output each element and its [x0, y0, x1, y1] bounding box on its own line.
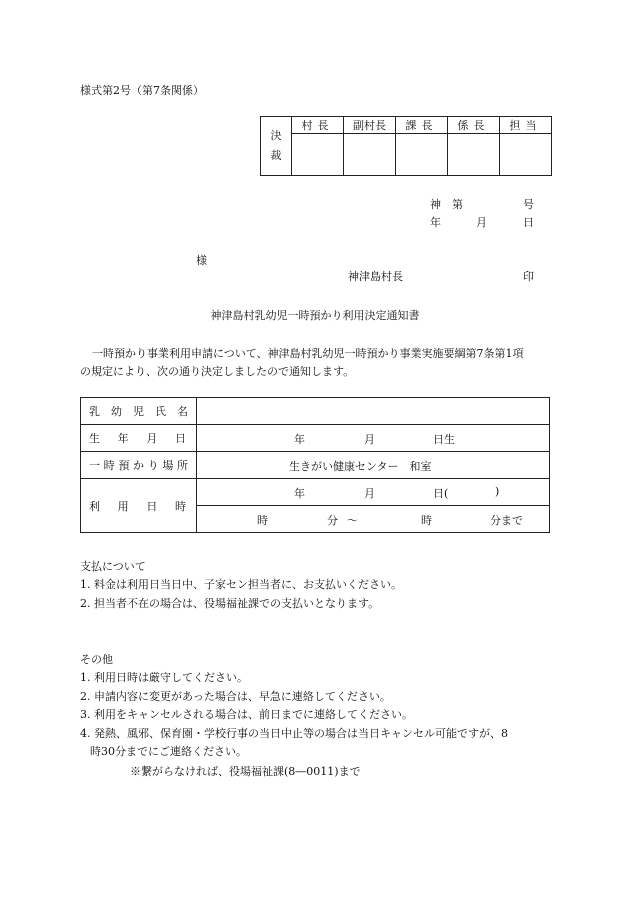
place-value: 生きがい健康センター 和室 [289, 460, 432, 473]
other-item-3: 3. 利用をキャンセルされる場合は、前日までに連絡してください。 [80, 708, 413, 721]
sender-name: 神津島村長 [348, 270, 403, 283]
other-item-4: 4. 発熱、風邪、保育園・学校行事の当日中止等の場合は当日キャンセル可能ですが、8 [80, 727, 508, 740]
contact-note: ※繋がらなければ、役場福祉課(8―0011)まで [130, 765, 361, 778]
doc-number-prefix: 神 [430, 198, 441, 211]
use-date-field[interactable] [197, 479, 550, 506]
recipient-sama: 様 [196, 254, 207, 267]
approval-header-staff: 担当 [500, 117, 552, 134]
approval-side-top: 決 [270, 129, 282, 142]
birth-date-label: 生年月日 [81, 425, 197, 452]
approval-header-mayor: 村長 [292, 117, 344, 134]
birth-month-unit: 月 [364, 433, 375, 446]
use-day-unit: 日( [433, 487, 449, 500]
details-table [80, 397, 550, 533]
place-field [197, 452, 550, 479]
other-item-4-continuation: 時30分までにご連絡ください。 [90, 745, 247, 758]
approval-side-label [261, 117, 292, 176]
time-end-hour-unit: 時 [421, 514, 432, 527]
other-item-2: 2. 申請内容に変更があった場合は、早急に連絡してください。 [80, 690, 391, 703]
time-start-minute-unit: 分 [327, 514, 338, 527]
time-end-until: 分まで [490, 514, 523, 527]
doc-number-go: 号 [523, 198, 534, 211]
approval-table [260, 116, 552, 176]
birth-day-suffix: 日生 [433, 433, 455, 446]
birth-year-unit: 年 [294, 433, 305, 446]
other-heading: その他 [80, 653, 113, 666]
approval-stamp-cell[interactable] [448, 134, 500, 176]
birth-date-field[interactable] [197, 425, 550, 452]
doc-date-year: 年 [430, 216, 441, 229]
approval-stamp-cell[interactable] [396, 134, 448, 176]
payment-item-2: 2. 担当者不在の場合は、役場福祉課での支払いとなります。 [80, 597, 380, 610]
doc-number-dai: 第 [452, 198, 463, 211]
payment-heading: 支払について [80, 560, 146, 573]
time-start-hour-unit: 時 [257, 514, 268, 527]
seal-mark: 印 [523, 270, 534, 283]
intro-line-2: の規定により、次の通り決定しましたので通知します。 [80, 365, 355, 378]
other-item-1: 1. 利用日時は厳守してください。 [80, 671, 248, 684]
doc-date-month: 月 [476, 216, 487, 229]
use-datetime-label: 利用日時 [81, 479, 197, 533]
approval-header-section-chief: 課長 [396, 117, 448, 134]
approval-stamp-cell[interactable] [292, 134, 344, 176]
use-day-close: ) [495, 485, 500, 498]
doc-date-day: 日 [523, 216, 534, 229]
approval-stamp-cell[interactable] [500, 134, 552, 176]
place-label: 一時預かり場所 [81, 452, 197, 479]
approval-header-deputy: 副村長 [344, 117, 396, 134]
use-month-unit: 月 [364, 487, 375, 500]
child-name-label: 乳幼児氏名 [81, 398, 197, 425]
use-time-field[interactable] [197, 506, 550, 533]
document-title: 神津島村乳幼児一時預かり利用決定通知書 [210, 309, 420, 322]
form-number: 様式第2号（第7条関係） [80, 84, 204, 97]
payment-item-1: 1. 料金は利用日当日中、子家セン担当者に、お支払いください。 [80, 578, 402, 591]
child-name-field[interactable] [197, 398, 550, 425]
approval-stamp-cell[interactable] [344, 134, 396, 176]
use-year-unit: 年 [294, 487, 305, 500]
intro-line-1: 一時預かり事業利用申請について、神津島村乳幼児一時預かり事業実施要綱第7条第1項 [92, 347, 524, 360]
approval-header-unit-chief: 係長 [448, 117, 500, 134]
time-range-tilde: 〜 [347, 514, 358, 527]
approval-side-bottom: 裁 [270, 149, 282, 162]
